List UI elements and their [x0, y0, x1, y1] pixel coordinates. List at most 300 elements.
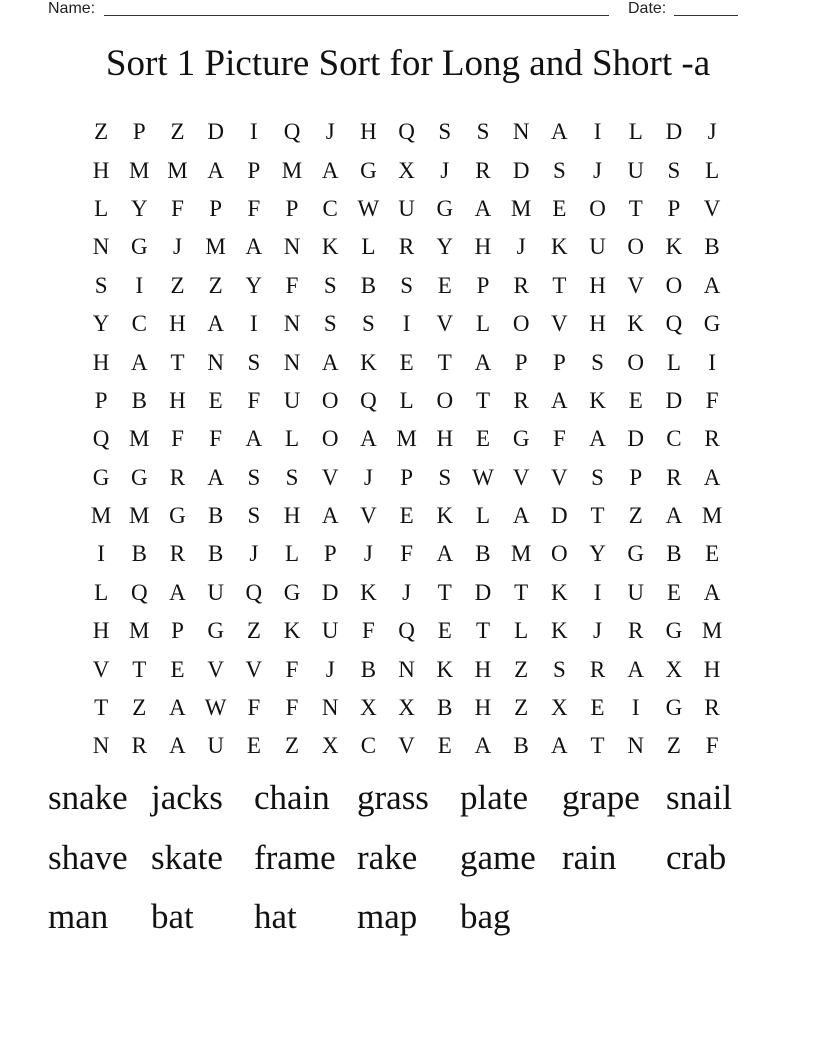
grid-letter: K: [321, 234, 339, 260]
grid-letter: M: [510, 195, 532, 221]
grid-letter: C: [322, 195, 338, 221]
word-bank-word: snake: [48, 778, 128, 817]
grid-letter: O: [436, 387, 454, 413]
grid-letter: A: [245, 426, 263, 452]
grid-letter: V: [245, 656, 263, 682]
grid-letter: M: [396, 426, 417, 452]
grid-letter: C: [360, 733, 377, 759]
grid-letter: T: [132, 656, 147, 682]
grid-letter: U: [398, 195, 415, 221]
grid-letter: D: [512, 157, 530, 183]
grid-letter: Y: [245, 272, 263, 298]
grid-letter: E: [246, 733, 261, 759]
grid-letter: Q: [130, 579, 148, 605]
grid-letter: I: [593, 579, 602, 605]
grid-letter: J: [516, 234, 526, 260]
word-bank-word: snail: [666, 778, 733, 817]
grid-letter: J: [363, 464, 373, 490]
grid-letter: A: [551, 119, 568, 145]
grid-letter: H: [360, 119, 377, 145]
grid-letter: O: [627, 234, 645, 260]
grid-letter: N: [512, 119, 530, 145]
grid-letter: S: [591, 349, 604, 375]
grid-letter: R: [589, 656, 606, 682]
grid-letter: U: [207, 579, 224, 605]
grid-letter: G: [627, 541, 645, 567]
word-bank-word: jacks: [151, 778, 223, 817]
grid-letter: K: [627, 311, 645, 337]
grid-letter: A: [589, 426, 606, 452]
grid-letter: O: [627, 349, 645, 375]
grid-letter: E: [552, 195, 567, 221]
grid-letter: E: [628, 387, 643, 413]
grid-letter: J: [363, 541, 373, 567]
grid-letter: X: [398, 695, 415, 721]
grid-letter: G: [207, 618, 224, 644]
grid-letter: R: [169, 541, 186, 567]
grid-letter: U: [589, 234, 606, 260]
grid-letter: E: [437, 272, 452, 298]
grid-letter: N: [92, 234, 110, 260]
grid-row: [82, 574, 731, 612]
grid-letter: H: [474, 656, 492, 682]
grid-letter: F: [247, 695, 261, 721]
grid-letter: P: [552, 349, 566, 375]
grid-letter: M: [510, 541, 532, 567]
grid-letter: M: [281, 157, 303, 183]
grid-letter: B: [131, 387, 147, 413]
grid-letter: M: [129, 618, 150, 644]
grid-letter: S: [667, 157, 681, 183]
grid-letter: O: [551, 541, 568, 567]
grid-row: [82, 689, 731, 727]
grid-letter: T: [437, 349, 452, 375]
grid-letter: Q: [245, 579, 263, 605]
grid-letter: A: [703, 464, 721, 490]
grid-letter: G: [665, 695, 683, 721]
word-bank-word: hat: [254, 897, 297, 936]
grid-letter: L: [628, 119, 643, 145]
grid-letter: T: [628, 195, 643, 221]
grid-letter: B: [207, 503, 224, 529]
grid-letter: U: [207, 733, 224, 759]
grid-letter: O: [665, 272, 683, 298]
grid-letter: G: [360, 157, 377, 183]
page-title: Sort 1 Picture Sort for Long and Short -a: [105, 43, 711, 84]
grid-letter: K: [360, 579, 377, 605]
grid-letter: J: [325, 656, 335, 682]
word-bank-word: man: [48, 897, 109, 936]
grid-letter: Q: [360, 387, 377, 413]
grid-letter: A: [321, 503, 339, 529]
grid-letter: Q: [92, 426, 110, 452]
grid-letter: C: [131, 311, 147, 337]
grid-letter: H: [436, 426, 454, 452]
grid-letter: N: [92, 733, 110, 759]
grid-letter: J: [593, 157, 602, 183]
grid-letter: I: [402, 311, 411, 337]
grid-letter: V: [92, 656, 110, 682]
grid-letter: M: [701, 503, 723, 529]
grid-letter: A: [321, 349, 339, 375]
word-bank-word: skate: [151, 837, 223, 877]
grid-letter: K: [436, 503, 454, 529]
grid-letter: T: [590, 503, 605, 529]
grid-letter: P: [94, 387, 108, 413]
grid-letter: I: [135, 272, 144, 298]
grid-letter: E: [705, 541, 720, 567]
grid-letter: S: [476, 119, 490, 145]
grid-letter: A: [551, 387, 568, 413]
grid-letter: I: [708, 349, 716, 375]
word-bank-word: plate: [460, 778, 529, 817]
grid-letter: X: [551, 695, 568, 721]
grid-letter: F: [705, 387, 719, 413]
grid-row: [82, 650, 731, 688]
grid-letter: J: [249, 541, 259, 567]
grid-letter: A: [130, 349, 148, 375]
grid-letter: M: [129, 426, 150, 452]
grid-row: [82, 727, 731, 765]
grid-letter: R: [475, 157, 491, 183]
grid-row: [82, 497, 731, 535]
grid-letter: Z: [666, 733, 681, 759]
grid-letter: J: [172, 234, 182, 260]
word-bank-word: bag: [460, 897, 511, 936]
grid-letter: V: [321, 464, 339, 490]
grid-row: [82, 267, 731, 305]
grid-row: [82, 420, 731, 458]
grid-letter: D: [207, 119, 224, 145]
grid-letter: S: [591, 464, 604, 490]
grid-letter: Z: [170, 272, 185, 298]
grid-letter: X: [398, 157, 415, 183]
grid-letter: K: [589, 387, 606, 413]
grid-letter: F: [171, 195, 184, 221]
grid-letter: H: [92, 618, 110, 644]
grid-letter: B: [207, 541, 224, 567]
grid-letter: B: [360, 272, 377, 298]
grid-letter: M: [701, 618, 723, 644]
grid-letter: Z: [170, 119, 185, 145]
grid-letter: G: [92, 464, 110, 490]
grid-letter: B: [704, 234, 720, 260]
grid-letter: A: [321, 157, 339, 183]
grid-letter: I: [97, 541, 105, 567]
grid-letter: T: [590, 733, 605, 759]
grid-row: [82, 459, 731, 497]
grid-letter: I: [593, 119, 602, 145]
grid-letter: J: [707, 119, 717, 145]
grid-letter: B: [360, 656, 377, 682]
grid-letter: E: [666, 579, 681, 605]
grid-letter: O: [321, 426, 339, 452]
grid-letter: P: [247, 157, 261, 183]
grid-letter: J: [593, 618, 602, 644]
grid-letter: U: [283, 387, 301, 413]
grid-letter: P: [629, 464, 643, 490]
grid-letter: S: [438, 464, 452, 490]
name-label: Name:: [48, 0, 96, 17]
grid-letter: N: [321, 695, 339, 721]
grid-letter: A: [703, 579, 721, 605]
grid-letter: S: [285, 464, 299, 490]
grid-letter: S: [94, 272, 108, 298]
grid-letter: F: [209, 426, 223, 452]
grid-letter: A: [436, 541, 454, 567]
grid-letter: P: [323, 541, 337, 567]
grid-letter: T: [514, 579, 529, 605]
grid-letter: N: [283, 311, 301, 337]
date-label: Date:: [628, 0, 667, 17]
grid-letter: B: [131, 541, 147, 567]
grid-row: [82, 228, 731, 266]
grid-letter: A: [360, 426, 377, 452]
grid-letter: M: [129, 503, 150, 529]
grid-letter: L: [666, 349, 681, 375]
grid-letter: R: [513, 272, 529, 298]
grid-letter: D: [665, 119, 683, 145]
grid-letter: S: [362, 311, 375, 337]
grid-letter: K: [283, 618, 301, 644]
grid-letter: M: [129, 157, 150, 183]
grid-letter: P: [132, 119, 146, 145]
grid-letter: Y: [436, 234, 454, 260]
grid-letter: Q: [665, 311, 683, 337]
grid-letter: P: [476, 272, 490, 298]
grid-letter: R: [704, 426, 720, 452]
grid-letter: Q: [398, 119, 415, 145]
grid-letter: X: [321, 733, 339, 759]
word-bank-word: game: [460, 837, 536, 877]
grid-letter: V: [551, 311, 568, 337]
grid-letter: N: [398, 656, 415, 682]
grid-letter: L: [475, 311, 490, 337]
grid-letter: L: [399, 387, 414, 413]
grid-letter: A: [512, 503, 530, 529]
grid-letter: W: [357, 195, 380, 221]
grid-letter: G: [703, 311, 721, 337]
grid-letter: K: [436, 656, 454, 682]
grid-letter: Q: [283, 119, 301, 145]
grid-letter: J: [402, 579, 412, 605]
grid-letter: F: [552, 426, 566, 452]
grid-letter: T: [475, 618, 490, 644]
grid-letter: K: [551, 579, 568, 605]
grid-row: [82, 382, 731, 420]
grid-letter: A: [665, 503, 683, 529]
grid-letter: E: [437, 733, 452, 759]
grid-letter: F: [705, 733, 719, 759]
grid-letter: E: [170, 656, 185, 682]
grid-letter: V: [360, 503, 377, 529]
grid-letter: R: [131, 733, 147, 759]
grid-letter: D: [321, 579, 339, 605]
grid-letter: J: [440, 157, 450, 183]
grid-letter: L: [475, 503, 490, 529]
name-blank-line: [104, 15, 609, 16]
grid-letter: U: [321, 618, 339, 644]
grid-letter: G: [665, 618, 683, 644]
grid-letter: E: [399, 349, 414, 375]
grid-letter: T: [437, 579, 452, 605]
grid-letter: E: [437, 618, 452, 644]
word-bank-word: rake: [357, 837, 418, 877]
grid-letter: I: [250, 311, 258, 337]
grid-letter: Q: [398, 618, 415, 644]
grid-letter: P: [667, 195, 681, 221]
grid-letter: Y: [589, 541, 606, 567]
grid-letter: L: [361, 234, 376, 260]
grid-letter: L: [94, 195, 109, 221]
grid-letter: R: [513, 387, 529, 413]
grid-letter: H: [474, 695, 492, 721]
grid-letter: A: [207, 311, 224, 337]
word-bank-word: chain: [254, 778, 330, 817]
grid-letter: D: [627, 426, 645, 452]
grid-letter: A: [474, 349, 492, 375]
grid-letter: F: [285, 695, 299, 721]
grid-letter: F: [400, 541, 413, 567]
date-blank-line: [674, 15, 738, 16]
grid-letter: H: [589, 311, 606, 337]
word-bank-word: rain: [562, 837, 617, 877]
grid-letter: A: [627, 656, 645, 682]
grid-letter: X: [665, 656, 683, 682]
grid-letter: S: [247, 349, 261, 375]
grid-letter: R: [704, 695, 720, 721]
grid-letter: J: [325, 119, 335, 145]
grid-letter: L: [94, 579, 109, 605]
grid-letter: D: [551, 503, 568, 529]
grid-letter: O: [589, 195, 606, 221]
grid-letter: A: [703, 272, 721, 298]
word-bank-word: crab: [666, 837, 727, 877]
grid-letter: N: [283, 234, 301, 260]
grid-letter: L: [705, 157, 720, 183]
grid-letter: Y: [92, 311, 110, 337]
grid-letter: K: [360, 349, 377, 375]
grid-letter: G: [130, 234, 148, 260]
grid-letter: S: [247, 464, 261, 490]
grid-letter: A: [474, 733, 492, 759]
word-bank-word: bat: [151, 897, 194, 936]
grid-letter: Z: [628, 503, 643, 529]
grid-letter: F: [285, 656, 299, 682]
grid-letter: R: [169, 464, 186, 490]
grid-letter: G: [436, 195, 454, 221]
grid-letter: L: [514, 618, 529, 644]
grid-letter: F: [362, 618, 375, 644]
word-bank-word: shave: [48, 837, 128, 877]
grid-letter: K: [551, 234, 568, 260]
grid-letter: A: [169, 733, 186, 759]
grid-letter: K: [551, 618, 568, 644]
grid-letter: B: [475, 541, 491, 567]
grid-letter: A: [207, 157, 224, 183]
grid-letter: H: [92, 349, 110, 375]
grid-letter: A: [169, 579, 186, 605]
grid-letter: E: [208, 387, 223, 413]
grid-letter: A: [474, 195, 492, 221]
grid-letter: A: [207, 464, 224, 490]
grid-letter: G: [283, 579, 301, 605]
grid-letter: G: [512, 426, 530, 452]
grid-letter: A: [551, 733, 568, 759]
grid-letter: Z: [514, 656, 529, 682]
grid-letter: T: [475, 387, 490, 413]
grid-letter: C: [666, 426, 682, 452]
grid-letter: S: [323, 311, 337, 337]
grid-letter: Y: [130, 195, 148, 221]
grid-row: [82, 305, 731, 343]
grid-letter: Z: [246, 618, 261, 644]
grid-letter: S: [438, 119, 452, 145]
grid-letter: S: [247, 503, 261, 529]
word-bank-word: grass: [357, 778, 429, 817]
grid-letter: P: [171, 618, 184, 644]
grid-letter: U: [627, 579, 645, 605]
grid-row: [82, 612, 731, 650]
grid-letter: L: [285, 541, 300, 567]
grid-letter: B: [437, 695, 453, 721]
grid-letter: H: [703, 656, 721, 682]
grid-letter: H: [92, 157, 110, 183]
word-bank-word: grape: [562, 778, 640, 817]
grid-letter: N: [207, 349, 224, 375]
grid-letter: P: [400, 464, 413, 490]
grid-letter: X: [360, 695, 377, 721]
grid-letter: V: [436, 311, 454, 337]
grid-letter: U: [627, 157, 645, 183]
grid-letter: F: [247, 387, 261, 413]
grid-letter: V: [207, 656, 224, 682]
grid-letter: Z: [514, 695, 529, 721]
grid-letter: M: [167, 157, 188, 183]
grid-letter: F: [247, 195, 261, 221]
grid-letter: O: [512, 311, 530, 337]
grid-letter: K: [665, 234, 683, 260]
grid-letter: T: [552, 272, 567, 298]
grid-letter: H: [283, 503, 301, 529]
grid-letter: S: [400, 272, 413, 298]
grid-letter: H: [589, 272, 606, 298]
grid-letter: P: [209, 195, 223, 221]
grid-letter: E: [475, 426, 490, 452]
word-bank-word: map: [357, 897, 418, 936]
grid-letter: V: [703, 195, 721, 221]
grid-letter: A: [169, 695, 186, 721]
grid-letter: O: [321, 387, 339, 413]
grid-letter: R: [398, 234, 415, 260]
grid-letter: T: [94, 695, 109, 721]
grid-letter: P: [514, 349, 528, 375]
grid-letter: N: [627, 733, 645, 759]
grid-letter: V: [551, 464, 568, 490]
grid-letter: H: [169, 311, 186, 337]
grid-row: [82, 535, 731, 573]
grid-letter: M: [90, 503, 112, 529]
grid-letter: N: [283, 349, 301, 375]
grid-letter: H: [474, 234, 492, 260]
grid-letter: D: [474, 579, 492, 605]
header: [48, 0, 748, 20]
grid-letter: V: [512, 464, 530, 490]
grid-letter: B: [666, 541, 682, 567]
grid-letter: G: [130, 464, 148, 490]
grid-letter: F: [285, 272, 299, 298]
grid-letter: P: [285, 195, 299, 221]
